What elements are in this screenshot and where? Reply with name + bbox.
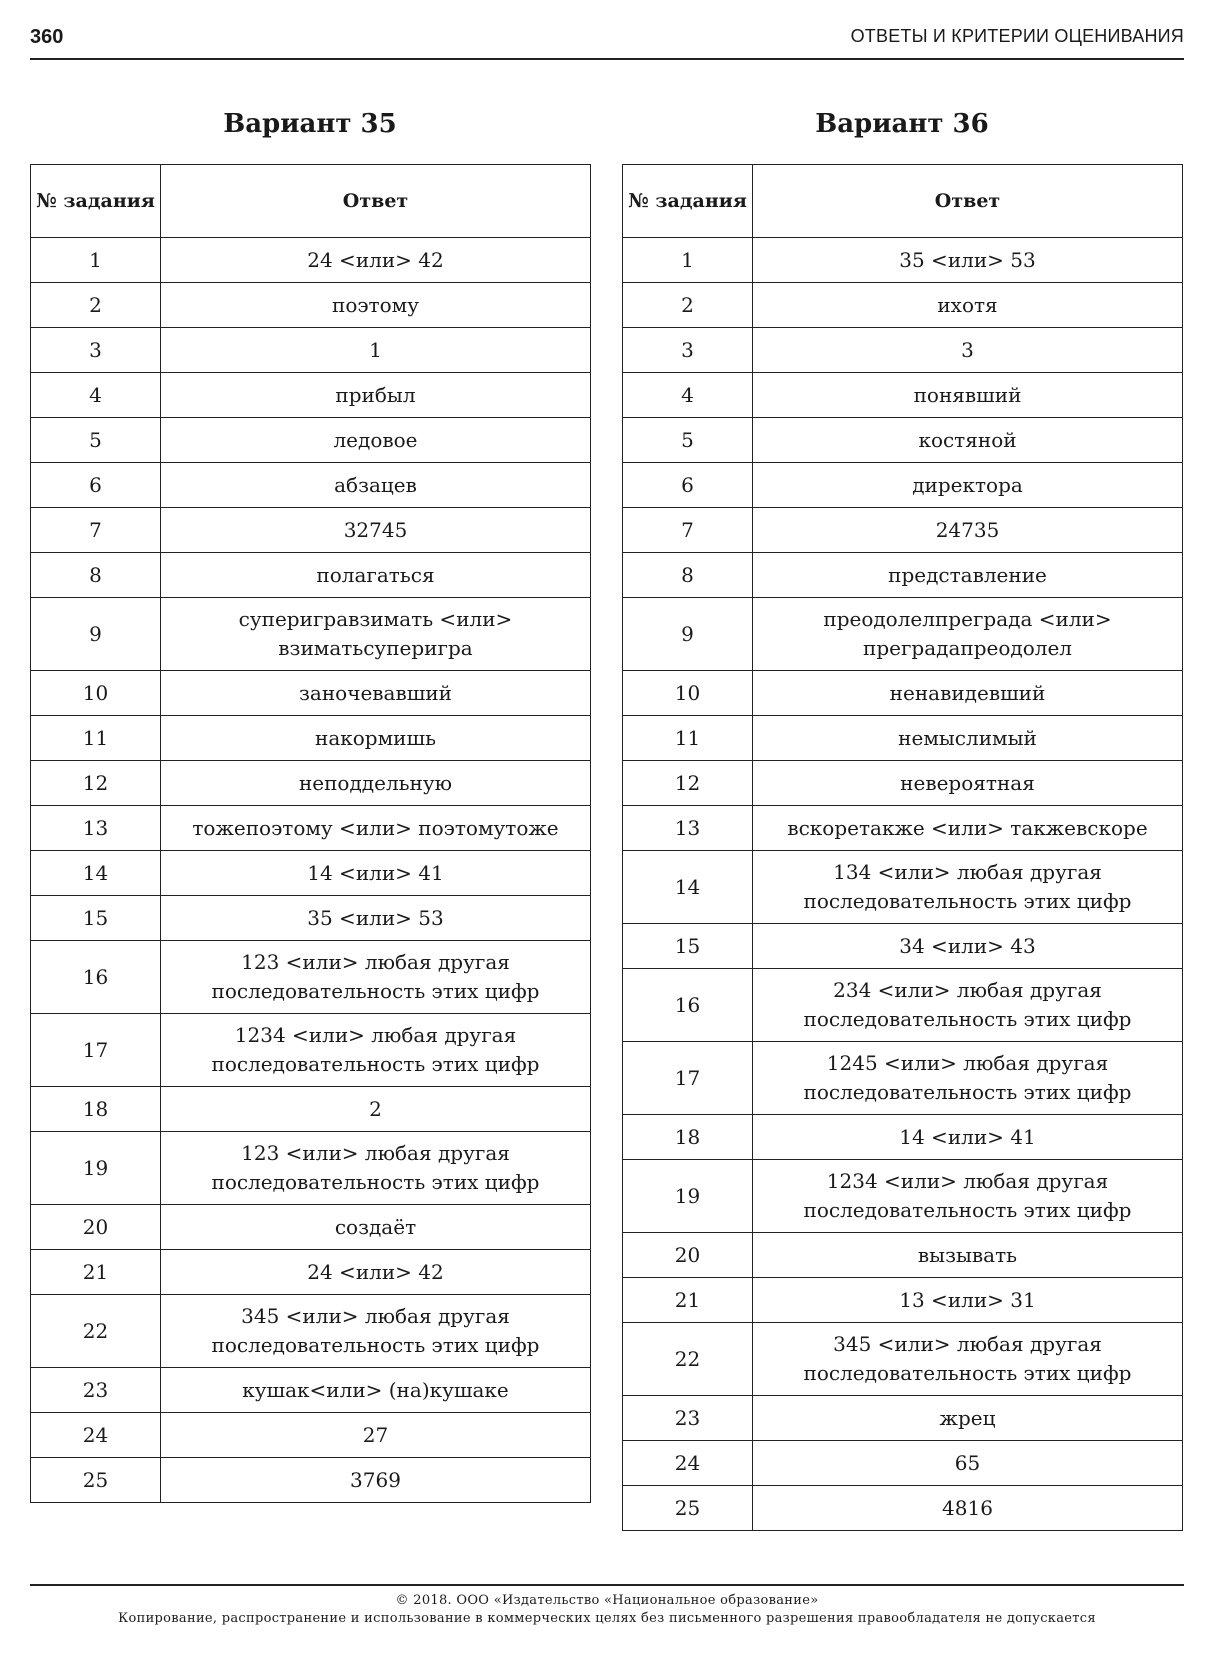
task-number: 22 [31, 1295, 161, 1368]
column-header-answer: Ответ [161, 165, 591, 238]
task-number: 8 [623, 553, 753, 598]
table-row [31, 941, 591, 1014]
task-number: 14 [623, 851, 753, 924]
task-number: 1 [31, 238, 161, 283]
answer-cell: немыслимый [753, 716, 1183, 761]
task-number: 8 [31, 553, 161, 598]
page-footer [30, 1584, 1184, 1628]
column-header-answer: Ответ [753, 165, 1183, 238]
answer-cell: 1 [161, 328, 591, 373]
table-row [623, 328, 1183, 373]
answers-table [30, 164, 591, 1503]
table-row [31, 761, 591, 806]
answer-cell: 345 <или> любая другая последовательность этих цифр [753, 1323, 1183, 1396]
table-row [623, 463, 1183, 508]
page-header [30, 22, 1184, 60]
answer-cell: вызывать [753, 1233, 1183, 1278]
column-header-number: № задания [623, 165, 753, 238]
table-row [623, 1115, 1183, 1160]
task-number: 12 [31, 761, 161, 806]
table-row [31, 1014, 591, 1087]
table-row [623, 508, 1183, 553]
table-row [623, 598, 1183, 671]
task-number: 15 [623, 924, 753, 969]
task-number: 21 [31, 1250, 161, 1295]
table-row [623, 716, 1183, 761]
table-row [31, 1295, 591, 1368]
answer-cell: 134 <или> любая другая последовательность этих цифр [753, 851, 1183, 924]
table-row [623, 1233, 1183, 1278]
task-number: 7 [623, 508, 753, 553]
copyright-text: © 2018. ООО «Издательство «Национальное образование» [395, 1593, 819, 1608]
answer-cell: 32745 [161, 508, 591, 553]
table-row [31, 1250, 591, 1295]
answer-cell: невероятная [753, 761, 1183, 806]
task-number: 5 [31, 418, 161, 463]
answer-cell: накормишь [161, 716, 591, 761]
answer-cell: 14 <или> 41 [161, 851, 591, 896]
table-row [623, 238, 1183, 283]
task-number: 14 [31, 851, 161, 896]
answer-cell: жрец [753, 1396, 1183, 1441]
table-row [623, 924, 1183, 969]
variant-35-section [30, 104, 590, 1503]
answer-cell: 24 <или> 42 [161, 238, 591, 283]
table-row [31, 598, 591, 671]
table-row [623, 969, 1183, 1042]
table-row [31, 373, 591, 418]
task-number: 5 [623, 418, 753, 463]
table-row [623, 851, 1183, 924]
task-number: 25 [623, 1486, 753, 1531]
task-number: 6 [623, 463, 753, 508]
table-row [31, 418, 591, 463]
answers-table [622, 164, 1183, 1531]
task-number: 4 [31, 373, 161, 418]
answer-cell: 345 <или> любая другая последовательность этих цифр [161, 1295, 591, 1368]
task-number: 18 [623, 1115, 753, 1160]
answer-cell: абзацев [161, 463, 591, 508]
answer-cell: заночевавший [161, 671, 591, 716]
variant-title: Вариант 35 [223, 109, 397, 139]
task-number: 21 [623, 1278, 753, 1323]
task-number: 13 [31, 806, 161, 851]
table-row [623, 1042, 1183, 1115]
task-number: 11 [623, 716, 753, 761]
task-number: 4 [623, 373, 753, 418]
table-row [31, 1413, 591, 1458]
task-number: 3 [31, 328, 161, 373]
answer-cell: 34 <или> 43 [753, 924, 1183, 969]
table-row [623, 1323, 1183, 1396]
task-number: 10 [623, 671, 753, 716]
table-row [31, 463, 591, 508]
answer-cell: тожепоэтому <или> поэтомутоже [161, 806, 591, 851]
answer-cell: понявший [753, 373, 1183, 418]
task-number: 2 [31, 283, 161, 328]
table-row [623, 1396, 1183, 1441]
answer-cell: кушак<или> (на)кушаке [161, 1368, 591, 1413]
variant-title: Вариант 36 [815, 109, 989, 139]
task-number: 9 [31, 598, 161, 671]
task-number: 22 [623, 1323, 753, 1396]
task-number: 20 [623, 1233, 753, 1278]
task-number: 23 [623, 1396, 753, 1441]
table-row [31, 1205, 591, 1250]
task-number: 19 [623, 1160, 753, 1233]
table-row [31, 806, 591, 851]
task-number: 3 [623, 328, 753, 373]
table-row [31, 553, 591, 598]
task-number: 2 [623, 283, 753, 328]
page-number: 360 [30, 26, 64, 48]
answer-cell: 1234 <или> любая другая последовательность этих цифр [161, 1014, 591, 1087]
answer-cell: 27 [161, 1413, 591, 1458]
table-row [623, 1441, 1183, 1486]
answer-cell: 3 [753, 328, 1183, 373]
answer-cell: неподдельную [161, 761, 591, 806]
table-row [623, 1278, 1183, 1323]
answer-cell: 35 <или> 53 [161, 896, 591, 941]
task-number: 20 [31, 1205, 161, 1250]
table-header-row [623, 165, 1183, 238]
answer-cell: ихотя [753, 283, 1183, 328]
table-row [31, 238, 591, 283]
copyright-notice: Копирование, распространение и использование в коммерческих целях без письменного разрешения правообладателя не допускается [118, 1611, 1096, 1626]
answer-cell: костяной [753, 418, 1183, 463]
table-row [623, 1486, 1183, 1531]
table-row [31, 508, 591, 553]
answer-cell: 24 <или> 42 [161, 1250, 591, 1295]
table-row [31, 1087, 591, 1132]
table-row [623, 761, 1183, 806]
table-row [623, 373, 1183, 418]
task-number: 15 [31, 896, 161, 941]
answer-cell: 2 [161, 1087, 591, 1132]
task-number: 10 [31, 671, 161, 716]
table-row [31, 1458, 591, 1503]
task-number: 6 [31, 463, 161, 508]
table-row [623, 806, 1183, 851]
table-row [623, 283, 1183, 328]
answer-cell: ненавидевший [753, 671, 1183, 716]
task-number: 1 [623, 238, 753, 283]
table-row [31, 671, 591, 716]
answer-cell: создаёт [161, 1205, 591, 1250]
table-header-row [31, 165, 591, 238]
answer-cell: ледовое [161, 418, 591, 463]
answer-cell: 123 <или> любая другая последовательность этих цифр [161, 1132, 591, 1205]
table-row [623, 553, 1183, 598]
answer-cell: 24735 [753, 508, 1183, 553]
answer-cell: прибыл [161, 373, 591, 418]
answer-cell: суперигравзимать <или> взиматьсуперигра [161, 598, 591, 671]
table-row [31, 1132, 591, 1205]
task-number: 19 [31, 1132, 161, 1205]
table-row [31, 716, 591, 761]
answer-cell: полагаться [161, 553, 591, 598]
answer-cell: 123 <или> любая другая последовательность этих цифр [161, 941, 591, 1014]
table-row [623, 1160, 1183, 1233]
table-row [31, 283, 591, 328]
table-row [31, 1368, 591, 1413]
answer-cell: 1245 <или> любая другая последовательность этих цифр [753, 1042, 1183, 1115]
task-number: 9 [623, 598, 753, 671]
task-number: 23 [31, 1368, 161, 1413]
answer-cell: 1234 <или> любая другая последовательность этих цифр [753, 1160, 1183, 1233]
running-title: ОТВЕТЫ И КРИТЕРИИ ОЦЕНИВАНИЯ [850, 26, 1184, 46]
task-number: 7 [31, 508, 161, 553]
task-number: 11 [31, 716, 161, 761]
answer-cell: 234 <или> любая другая последовательность этих цифр [753, 969, 1183, 1042]
answer-cell: 3769 [161, 1458, 591, 1503]
task-number: 16 [623, 969, 753, 1042]
task-number: 17 [31, 1014, 161, 1087]
task-number: 24 [623, 1441, 753, 1486]
answer-cell: представление [753, 553, 1183, 598]
task-number: 12 [623, 761, 753, 806]
answer-cell: преодолелпреграда <или> преградапреодолел [753, 598, 1183, 671]
table-row [31, 328, 591, 373]
task-number: 24 [31, 1413, 161, 1458]
answer-cell: поэтому [161, 283, 591, 328]
answer-cell: 14 <или> 41 [753, 1115, 1183, 1160]
answer-cell: вскоретакже <или> такжевскоре [753, 806, 1183, 851]
answer-cell: 4816 [753, 1486, 1183, 1531]
task-number: 13 [623, 806, 753, 851]
task-number: 16 [31, 941, 161, 1014]
variant-36-section [622, 104, 1182, 1531]
column-header-number: № задания [31, 165, 161, 238]
task-number: 17 [623, 1042, 753, 1115]
answer-cell: 35 <или> 53 [753, 238, 1183, 283]
answer-cell: 13 <или> 31 [753, 1278, 1183, 1323]
table-row [31, 851, 591, 896]
answer-cell: директора [753, 463, 1183, 508]
task-number: 18 [31, 1087, 161, 1132]
table-row [31, 896, 591, 941]
answer-cell: 65 [753, 1441, 1183, 1486]
task-number: 25 [31, 1458, 161, 1503]
table-row [623, 671, 1183, 716]
table-row [623, 418, 1183, 463]
